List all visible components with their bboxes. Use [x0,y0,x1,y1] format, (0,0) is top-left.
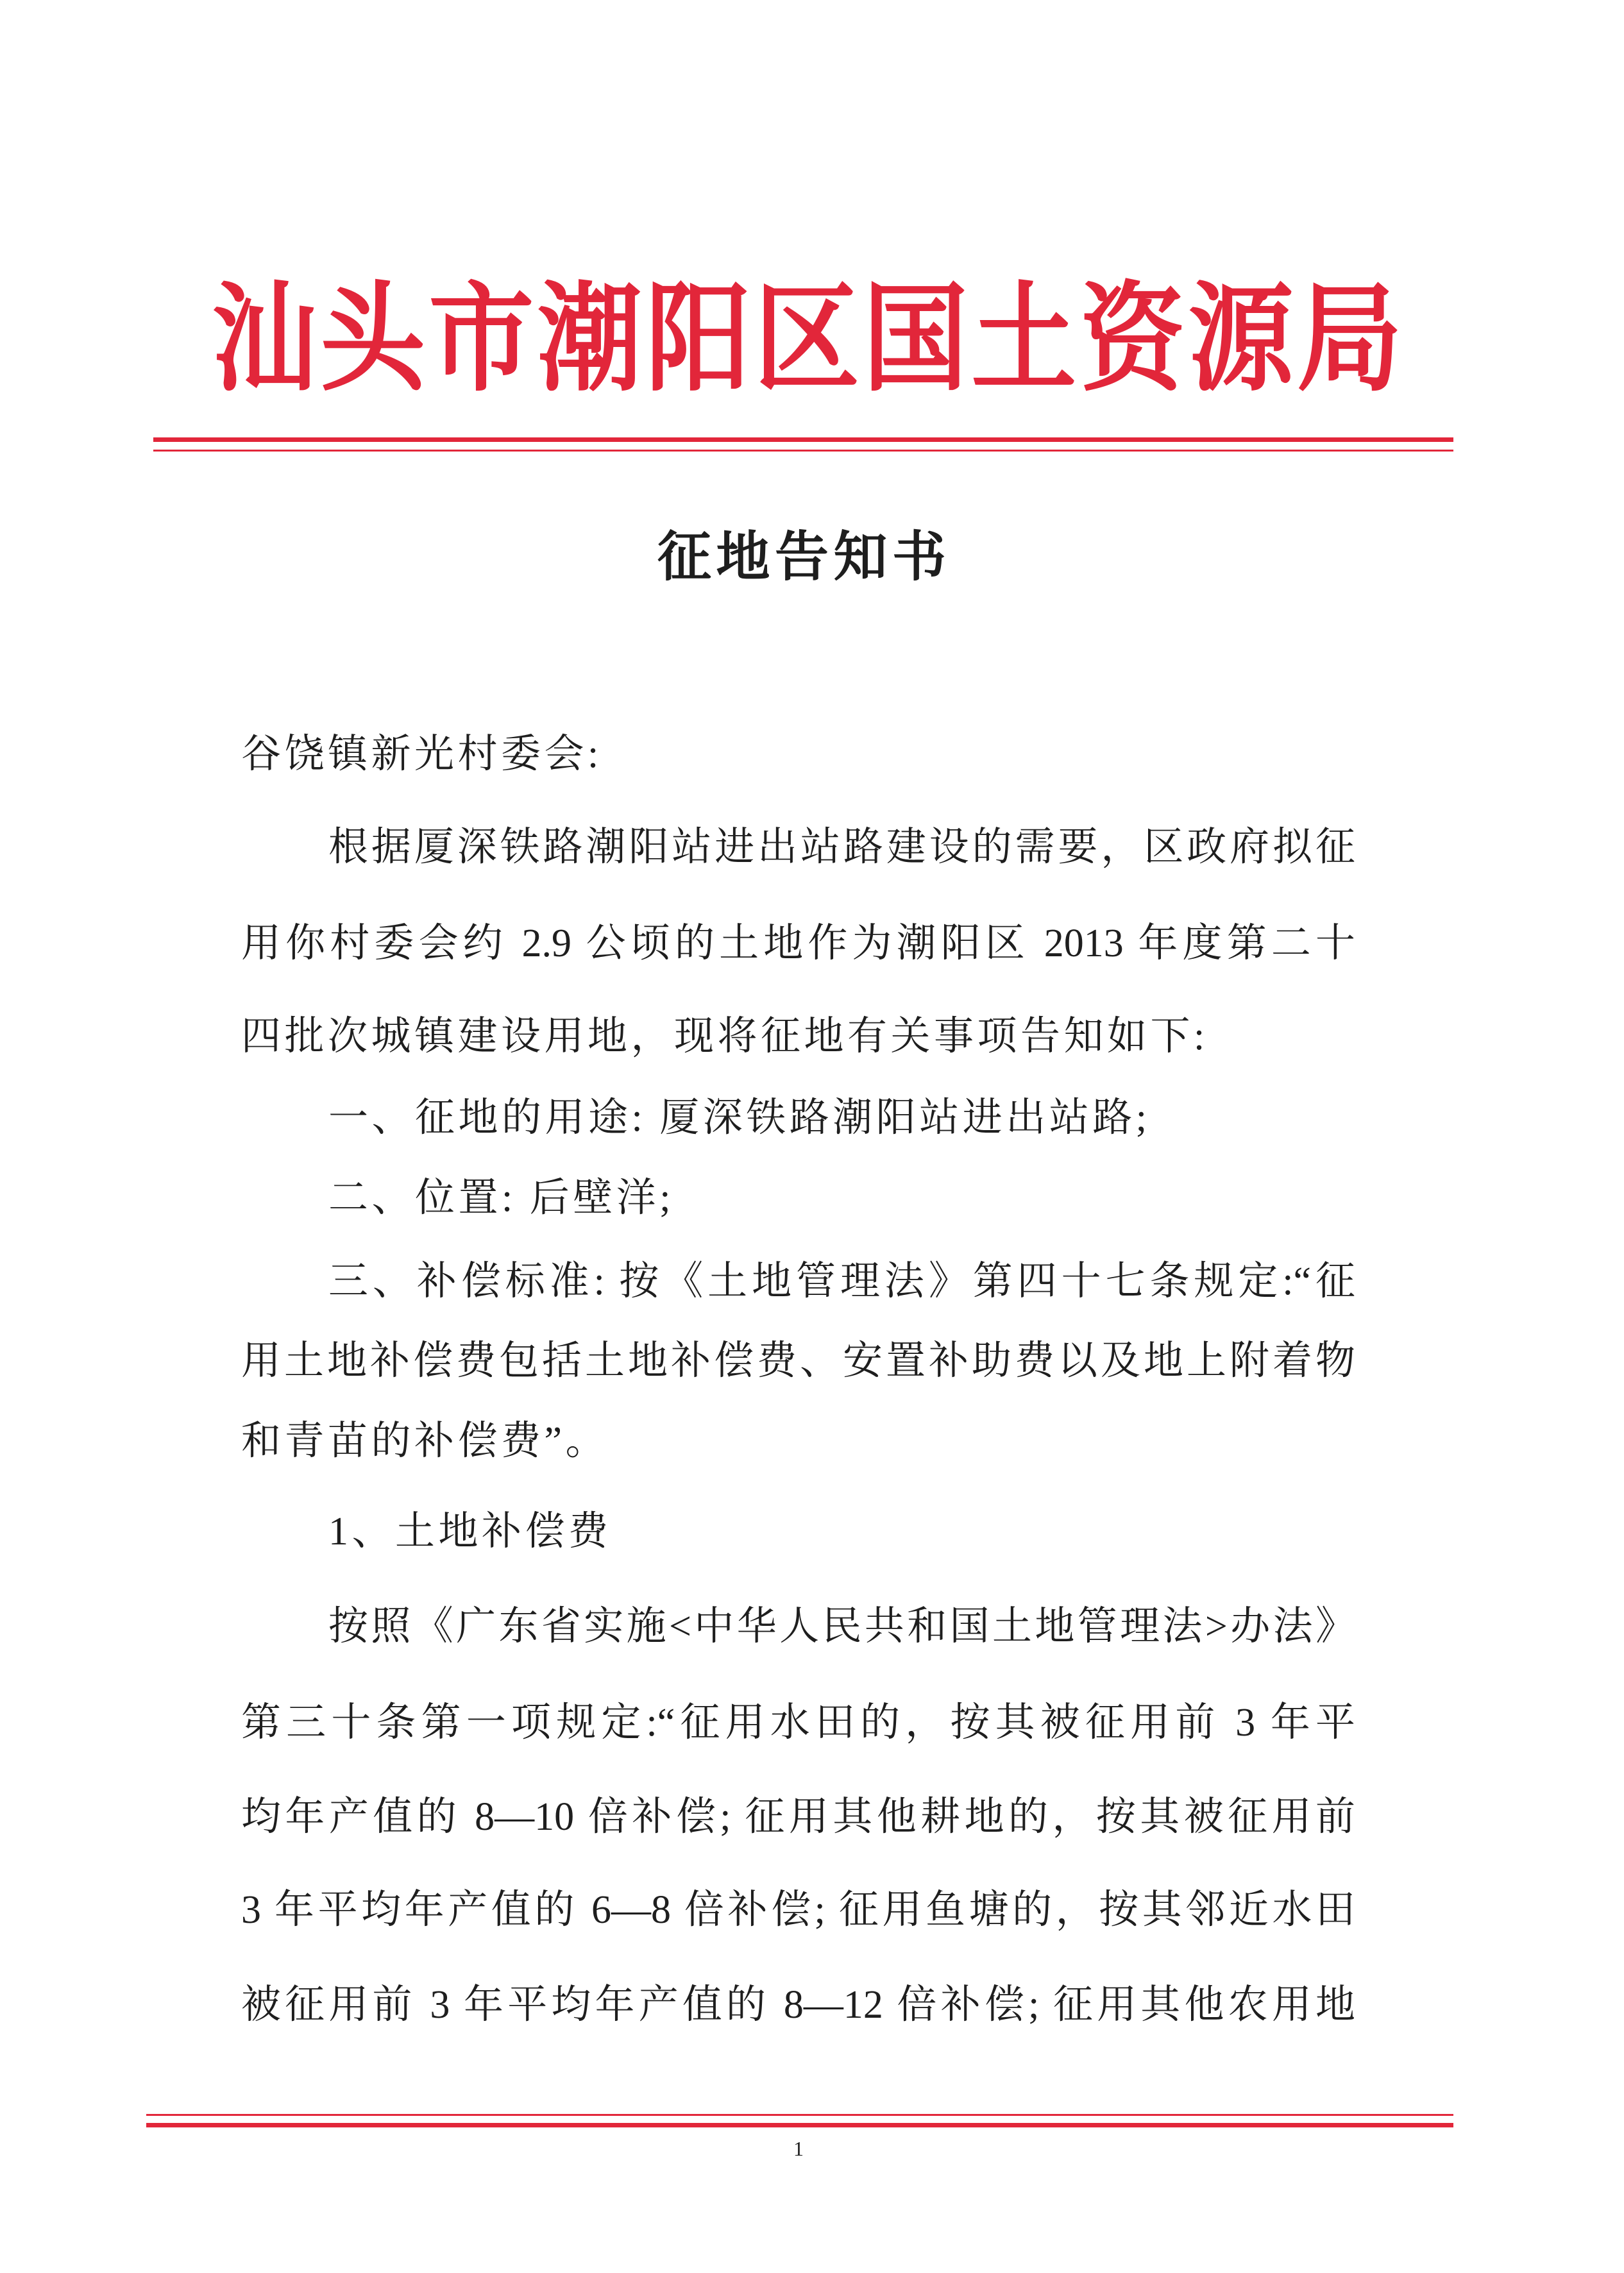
body-line: 四批次城镇建设用地，现将征地有关事项告知如下: [241,1015,1208,1058]
addressee: 谷饶镇新光村委会: [241,732,602,776]
body-line: 和青苗的补偿费”。 [241,1419,609,1463]
body-line: 第三十条第一项规定:“征用水田的，按其被征用前 3 年平 [241,1701,1355,1745]
footer-rule-thick [146,2123,1453,2127]
body-line: 根据厦深铁路潮阳站进出站路建设的需要，区政府拟征 [328,825,1355,869]
page-number: 1 [793,2137,804,2160]
body-line: 三、补偿标准: 按《土地管理法》第四十七条规定:“征 [328,1260,1355,1303]
letterhead-rule-thick [153,437,1453,442]
body-line: 按照《广东省实施<中华人民共和国土地管理法>办法》 [328,1605,1355,1648]
body-line: 用你村委会约 2.9 公顷的土地作为潮阳区 2013 年度第二十 [241,922,1355,965]
section-heading: 1、土地补偿费 [328,1510,612,1553]
body-line: 被征用前 3 年平均年产值的 8—12 倍补偿; 征用其他农用地 [241,1983,1355,2027]
body-line: 二、位置: 后壁洋; [328,1176,674,1220]
footer-rule-thin [146,2114,1453,2116]
letterhead-rule-thin [153,450,1453,452]
body-line: 一、征地的用途: 厦深铁路潮阳站进出站路; [328,1096,1151,1140]
body-line: 用土地补偿费包括土地补偿费、安置补助费以及地上附着物 [241,1339,1355,1383]
letterhead-org-name: 汕头市潮阳区国土资源局 [212,269,1402,408]
body-line: 均年产值的 8—10 倍补偿; 征用其他耕地的，按其被征用前 [241,1795,1355,1839]
body-line: 3 年平均年产值的 6—8 倍补偿; 征用鱼塘的，按其邻近水田 [241,1888,1355,1932]
document-title: 征地告知书 [657,528,946,587]
